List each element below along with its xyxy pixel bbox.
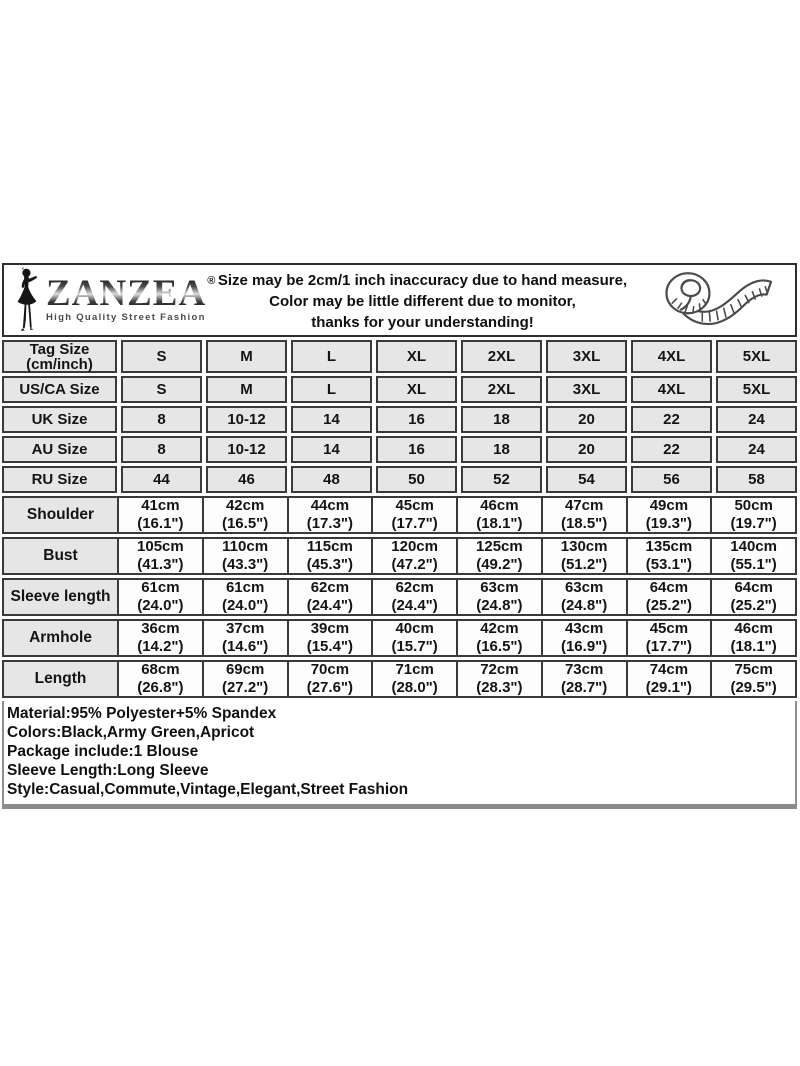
details-line: Material:95% Polyester+5% Spandex: [7, 705, 277, 722]
brand-logo: [4, 267, 215, 333]
details-block: [2, 701, 797, 809]
row-label: Armhole: [4, 621, 119, 655]
measure-cell: 44cm (17.3"): [289, 498, 374, 532]
size-cell: M: [206, 340, 287, 373]
row-label: Bust: [4, 539, 119, 573]
table-row: [2, 578, 797, 616]
details-line: Package include:1 Blouse: [7, 743, 199, 760]
size-cell: 22: [631, 436, 712, 463]
row-label: RU Size: [2, 466, 117, 493]
measure-cell: 37cm (14.6"): [204, 621, 289, 655]
row-label: US/CA Size: [2, 376, 117, 403]
measure-cell: 140cm (55.1"): [730, 538, 777, 573]
size-cell: 44: [121, 466, 202, 493]
measure-cell: 46cm (18.1"): [458, 498, 543, 532]
size-cell: XL: [376, 376, 457, 403]
measure-cell: 75cm (29.5"): [730, 661, 777, 696]
size-cell: 48: [291, 466, 372, 493]
size-cell: 20: [546, 406, 627, 433]
measure-cell: 42cm (16.5"): [204, 498, 289, 532]
size-cell: 8: [121, 436, 202, 463]
measure-cell: 110cm (43.3"): [204, 539, 289, 573]
measure-cell: 115cm (45.3"): [289, 539, 374, 573]
measure-cell: 46cm (18.1"): [730, 620, 777, 655]
brand-tagline: High Quality Street Fashion: [46, 312, 206, 323]
measure-cell: 63cm (24.8"): [458, 580, 543, 614]
size-cell: 5XL: [716, 340, 797, 373]
size-cell: 3XL: [546, 376, 627, 403]
measure-cell: 45cm (17.7"): [373, 498, 458, 532]
size-cell: 2XL: [461, 340, 542, 373]
table-row: [2, 340, 797, 373]
row-label: Shoulder: [4, 498, 119, 532]
size-cell: 3XL: [546, 340, 627, 373]
registered-trademark: ®: [207, 275, 216, 287]
size-cell: 14: [291, 436, 372, 463]
measure-cell: 72cm (28.3"): [458, 662, 543, 696]
details-line: Style:Casual,Commute,Vintage,Elegant,Street Fashion: [7, 781, 409, 798]
measure-cell: 61cm (24.0"): [119, 580, 204, 614]
measure-cell: 69cm (27.2"): [204, 662, 289, 696]
woman-silhouette-icon: [10, 267, 44, 333]
size-cell: 16: [376, 436, 457, 463]
measure-cell: 36cm (14.2"): [119, 621, 204, 655]
size-cell: 46: [206, 466, 287, 493]
brand-text: [46, 273, 216, 323]
size-cell: 56: [631, 466, 712, 493]
table-row: [2, 496, 797, 534]
measuring-tape-icon: [638, 266, 788, 334]
row-label: Tag Size (cm/inch): [2, 340, 117, 373]
size-chart-sheet: [2, 263, 797, 809]
size-cell: 16: [376, 406, 457, 433]
row-label: UK Size: [2, 406, 117, 433]
table-row: [2, 436, 797, 463]
size-cell: 20: [546, 436, 627, 463]
size-cell: 54: [546, 466, 627, 493]
measure-cell: 43cm (16.9"): [543, 621, 628, 655]
measure-cell: 49cm (19.3"): [628, 498, 713, 532]
size-cell: 14: [291, 406, 372, 433]
measure-cell: 120cm (47.2"): [373, 539, 458, 573]
size-cell: 4XL: [631, 376, 712, 403]
details-line: Colors:Black,Army Green,Apricot: [7, 724, 255, 741]
measure-cell: 62cm (24.4"): [289, 580, 374, 614]
size-cell: 22: [631, 406, 712, 433]
size-table: [2, 340, 797, 698]
row-label: Sleeve length: [4, 580, 119, 614]
size-cell: 24: [716, 406, 797, 433]
table-row: [2, 660, 797, 698]
size-cell: S: [121, 376, 202, 403]
measure-cell: 40cm (15.7"): [373, 621, 458, 655]
header: [2, 263, 797, 337]
size-cell: 4XL: [631, 340, 712, 373]
table-row: [2, 376, 797, 403]
measure-cell: 39cm (15.4"): [289, 621, 374, 655]
size-cell: 24: [716, 436, 797, 463]
table-row: [2, 406, 797, 433]
disclaimer-text: [215, 268, 630, 333]
size-cell: L: [291, 340, 372, 373]
table-row: [2, 537, 797, 575]
size-cell: 10-12: [206, 406, 287, 433]
size-cell: 58: [716, 466, 797, 493]
size-cell: M: [206, 376, 287, 403]
measure-cell: 105cm (41.3"): [119, 539, 204, 573]
measure-cell: 42cm (16.5"): [458, 621, 543, 655]
measure-cell: 61cm (24.0"): [204, 580, 289, 614]
disclaimer-line: Color may be little different due to monitor,: [269, 292, 576, 310]
measure-cell: 63cm (24.8"): [543, 580, 628, 614]
measure-cell: 45cm (17.7"): [628, 621, 713, 655]
measure-cell: 73cm (28.7"): [543, 662, 628, 696]
size-cell: 18: [461, 436, 542, 463]
measure-cell: 64cm (25.2"): [730, 579, 777, 614]
tape-measure-wrap: [630, 266, 795, 334]
size-cell: 10-12: [206, 436, 287, 463]
size-cell: 8: [121, 406, 202, 433]
measure-cell: 125cm (49.2"): [458, 539, 543, 573]
size-cell: 2XL: [461, 376, 542, 403]
measure-cell: 130cm (51.2"): [543, 539, 628, 573]
brand-name: ZANZEA: [46, 273, 207, 314]
measure-cell: 74cm (29.1"): [628, 662, 713, 696]
size-cell: XL: [376, 340, 457, 373]
table-row: [2, 466, 797, 493]
measure-cell: 41cm (16.1"): [119, 498, 204, 532]
measure-cell: 68cm (26.8"): [119, 662, 204, 696]
measure-cell: 47cm (18.5"): [543, 498, 628, 532]
size-cell: 50: [376, 466, 457, 493]
disclaimer-line: thanks for your understanding!: [311, 313, 534, 331]
details-line: Sleeve Length:Long Sleeve: [7, 762, 209, 779]
size-cell: 18: [461, 406, 542, 433]
measure-cell: 50cm (19.7"): [730, 497, 777, 532]
measure-cell: 64cm (25.2"): [628, 580, 713, 614]
row-label: Length: [4, 662, 119, 696]
size-cell: S: [121, 340, 202, 373]
measure-cell: 71cm (28.0"): [373, 662, 458, 696]
table-row: [2, 619, 797, 657]
measure-cell: 70cm (27.6"): [289, 662, 374, 696]
measure-cell: 62cm (24.4"): [373, 580, 458, 614]
row-label: AU Size: [2, 436, 117, 463]
disclaimer-line: Size may be 2cm/1 inch inaccuracy due to hand measure,: [217, 271, 628, 289]
measure-cell: 135cm (53.1"): [628, 539, 713, 573]
size-cell: L: [291, 376, 372, 403]
size-cell: 52: [461, 466, 542, 493]
size-cell: 5XL: [716, 376, 797, 403]
